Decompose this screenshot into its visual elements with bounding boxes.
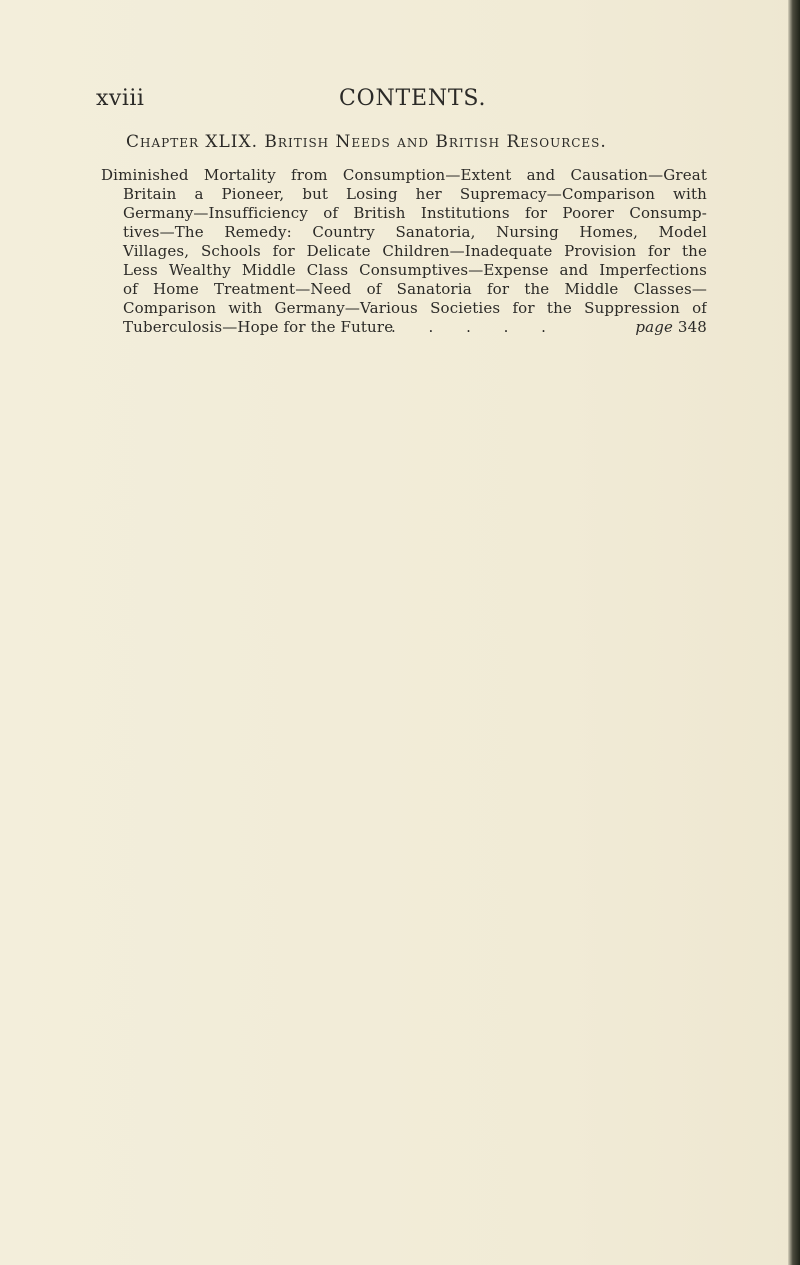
synopsis-line-3: Germany—Insufficiency of British Institutions for Poorer Consump- [123, 204, 707, 222]
running-head [96, 86, 756, 116]
chapter-heading: Chapter XLIX. British Needs and British Resources. [126, 132, 607, 152]
page-edge-shadow [788, 0, 800, 1265]
synopsis-line-7: of Home Treatment—Need of Sanatoria for the Middle Classes— [123, 280, 707, 298]
page-reference [635, 318, 707, 337]
running-title: CONTENTS. [339, 86, 487, 111]
dot-leaders: . . . . . [391, 318, 560, 336]
synopsis-line-1: Diminished Mortality from Consumption—Extent and Causation—Great [101, 166, 707, 184]
synopsis-line-8: Comparison with Germany—Various Societies for the Suppression of [123, 299, 707, 317]
synopsis-line-6: Less Wealthy Middle Class Consumptives—Expense and Imperfections [123, 261, 707, 279]
page-reference-number: 348 [677, 318, 707, 336]
synopsis-line-9 [101, 318, 707, 337]
synopsis-line-4: tives—The Remedy: Country Sanatoria, Nursing Homes, Model [123, 223, 707, 241]
synopsis-last-text: Tuberculosis—Hope for the Future [123, 318, 394, 336]
synopsis-line-5: Villages, Schools for Delicate Children—Inadequate Provision for the [123, 242, 707, 260]
synopsis-line-2: Britain a Pioneer, but Losing her Supremacy—Comparison with [123, 185, 707, 203]
page-word: page [635, 318, 673, 336]
chapter-synopsis [101, 166, 707, 337]
page-number: xviii [96, 86, 145, 111]
